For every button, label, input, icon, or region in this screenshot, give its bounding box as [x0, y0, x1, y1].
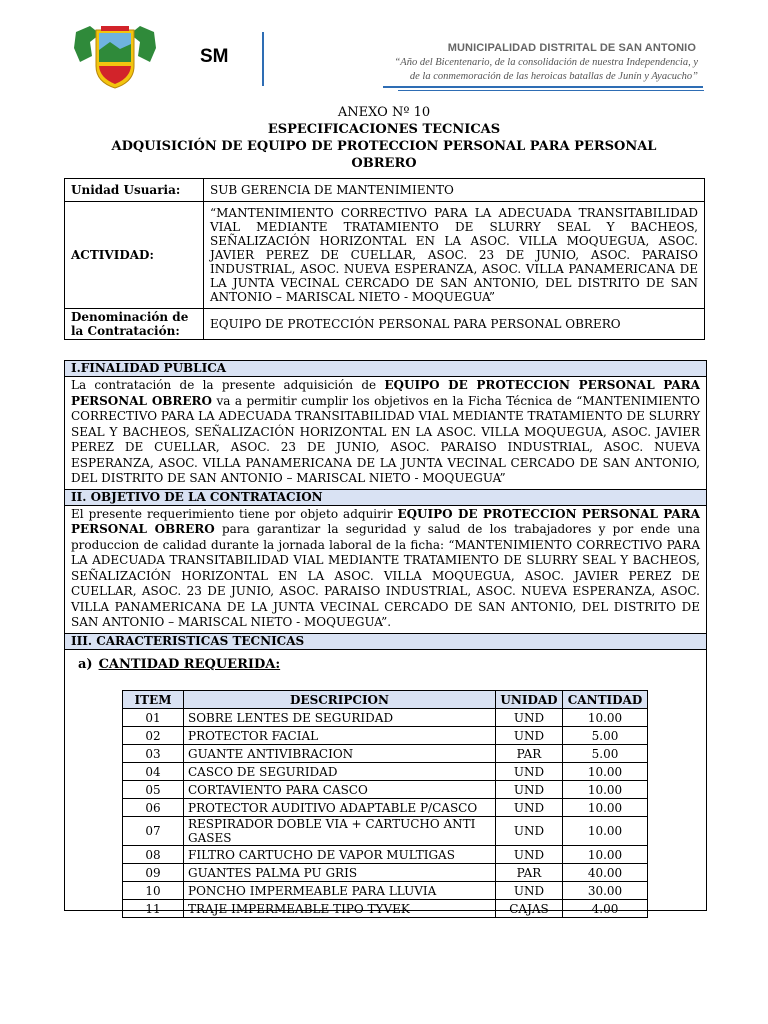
item-number: 07 [123, 817, 184, 846]
table-row [123, 864, 648, 882]
item-unit: PAR [496, 745, 563, 763]
item-description: PONCHO IMPERMEABLE PARA LLUVIA [184, 882, 496, 900]
contract-value: EQUIPO DE PROTECCIÓN PERSONAL PARA PERSONAL OBRERO [204, 309, 705, 340]
item-quantity: 10.00 [563, 709, 648, 727]
item-number: 11 [123, 900, 184, 918]
table-row [123, 882, 648, 900]
item-unit: PAR [496, 864, 563, 882]
item-unit: UND [496, 709, 563, 727]
item-unit: UND [496, 727, 563, 745]
section-1-body [65, 377, 706, 490]
contract-label: Denominación de la Contratación: [65, 309, 204, 340]
item-description: CASCO DE SEGURIDAD [184, 763, 496, 781]
header-description: DESCRIPCION [184, 691, 496, 709]
item-quantity: 30.00 [563, 882, 648, 900]
subtitle-text: CANTIDAD REQUERIDA: [98, 657, 281, 672]
header-unit: UNIDAD [496, 691, 563, 709]
item-number: 08 [123, 846, 184, 864]
page-header [0, 0, 768, 100]
section-1-text-bold: EQUIPO DE PROTECCION PERSONAL PARA PERSONAL OBRERO [71, 378, 700, 408]
item-quantity: 10.00 [563, 817, 648, 846]
item-quantity: 10.00 [563, 763, 648, 781]
table-row [123, 846, 648, 864]
item-unit: UND [496, 882, 563, 900]
item-quantity: 40.00 [563, 864, 648, 882]
header-rule-thin [398, 90, 704, 91]
item-unit: UND [496, 763, 563, 781]
section-3-heading: III. CARACTERISTICAS TECNICAS [65, 634, 706, 650]
header-divider [262, 32, 264, 86]
info-row-user-unit [65, 179, 705, 202]
item-number: 05 [123, 781, 184, 799]
year-motto-line-1: “Año del Bicentenario, de la consolidación de nuestra Independencia, y [394, 57, 698, 68]
item-description: PROTECTOR AUDITIVO ADAPTABLE P/CASCO [184, 799, 496, 817]
item-quantity: 10.00 [563, 781, 648, 799]
info-table [64, 178, 705, 340]
item-quantity: 5.00 [563, 745, 648, 763]
section-1-text-a: La contratación de la presente adquisición de [71, 378, 385, 392]
table-row [123, 745, 648, 763]
item-number: 01 [123, 709, 184, 727]
section-2-heading: II. OBJETIVO DE LA CONTRATACION [65, 490, 706, 506]
table-row [123, 727, 648, 745]
items-table [122, 690, 648, 918]
item-quantity: 10.00 [563, 799, 648, 817]
header-item: ITEM [123, 691, 184, 709]
logo-text: SM [200, 46, 229, 67]
item-number: 06 [123, 799, 184, 817]
item-quantity: 10.00 [563, 846, 648, 864]
municipality-name: MUNICIPALIDAD DISTRITAL DE SAN ANTONIO [447, 42, 696, 54]
user-unit-value: SUB GERENCIA DE MANTENIMIENTO [204, 179, 705, 202]
table-row [123, 709, 648, 727]
item-unit: CAJAS [496, 900, 563, 918]
table-row [123, 817, 648, 846]
item-unit: UND [496, 781, 563, 799]
doc-title: ESPECIFICACIONES TECNICAS [267, 122, 501, 137]
items-header-row [123, 691, 648, 709]
item-number: 03 [123, 745, 184, 763]
header-quantity: CANTIDAD [563, 691, 648, 709]
activity-value: “MANTENIMIENTO CORRECTIVO PARA LA ADECUADA TRANSITABILIDAD VIAL MEDIANTE TRATAMIENTO DE SLURRY SEAL Y BACHEOS, SEÑALIZACIÓN HORIZONTAL EN LA ASOC. VILLA MOQUEGUA, ASOC. JAVIER PEREZ DE CUELLAR, ASOC. 23 DE JUNIO, ASOC. PARAISO INDUSTRIAL, ASOC. NUEVA ESPERANZA, ASOC. VILLA PANAMERICANA DE LA JUNTA VECINAL CERCADO DE SAN ANTONIO, DEL DISTRITO DE SAN ANTONIO – MARISCAL NIETO - MOQUEGUA” [204, 202, 705, 309]
item-description: GUANTES PALMA PU GRIS [184, 864, 496, 882]
section-2-text-b: para garantizar la seguridad y salud de los trabajadores y por ende una produccion de calidad durante la jornada laboral de la ficha: “MANTENIMIENTO CORRECTIVO PARA LA ADECUADA TRANSITABILIDAD VIAL MEDIANTE TRATAMIENTO DE SLURRY SEAL Y BACHEOS, SEÑALIZACIÓN HORIZONTAL EN LA ASOC. VILLA MOQUEGUA, ASOC. JAVIER PEREZ DE CUELLAR, ASOC. 23 DE JUNIO, ASOC. PARAISO INDUSTRIAL, ASOC. NUEVA ESPERANZA, ASOC. VILLA PANAMERICANA DE LA JUNTA VECINAL CERCADO DE SAN ANTONIO, DEL DISTRITO DE SAN ANTONIO – MARISCAL NIETO - MOQUEGUA”. [71, 522, 701, 629]
user-unit-label: Unidad Usuaria: [65, 179, 204, 202]
doc-subtitle: ADQUISICIÓN DE EQUIPO DE PROTECCION PERSONAL PARA PERSONAL [111, 139, 657, 154]
municipal-crest-logo [70, 22, 160, 90]
item-number: 02 [123, 727, 184, 745]
item-quantity: 5.00 [563, 727, 648, 745]
annex-title: ANEXO Nº 10 [337, 105, 431, 120]
header-rule [383, 86, 703, 88]
year-motto-line-2: de la conmemoración de las heroicas batallas de Junín y Ayacucho” [409, 71, 698, 82]
item-number: 09 [123, 864, 184, 882]
section-2-text-a: El presente requerimiento tiene por objeto adquirir [71, 506, 398, 521]
info-row-contract [65, 309, 705, 340]
item-number: 10 [123, 882, 184, 900]
table-row [123, 900, 648, 918]
section-2-text-bold: EQUIPO DE PROTECCION PERSONAL PARA PERSONAL OBRERO [71, 506, 700, 536]
item-description: PROTECTOR FACIAL [184, 727, 496, 745]
item-description: SOBRE LENTES DE SEGURIDAD [184, 709, 496, 727]
table-row [123, 763, 648, 781]
info-row-activity [65, 202, 705, 309]
item-description: GUANTE ANTIVIBRACION [184, 745, 496, 763]
item-quantity: 4.00 [563, 900, 648, 918]
item-description: CORTAVIENTO PARA CASCO [184, 781, 496, 799]
item-description: FILTRO CARTUCHO DE VAPOR MULTIGAS [184, 846, 496, 864]
item-unit: UND [496, 846, 563, 864]
quantity-subtitle [78, 657, 280, 672]
item-description: RESPIRADOR DOBLE VIA + CARTUCHO ANTI GASES [184, 817, 496, 846]
item-unit: UND [496, 799, 563, 817]
table-row [123, 799, 648, 817]
table-row [123, 781, 648, 799]
section-2-body [65, 506, 706, 634]
item-description: TRAJE IMPERMEABLE TIPO TYVEK [184, 900, 496, 918]
doc-subtitle-cont: OBRERO [351, 156, 417, 171]
item-number: 04 [123, 763, 184, 781]
section-1-heading: I.FINALIDAD PUBLICA [65, 361, 706, 377]
activity-label: ACTIVIDAD: [65, 202, 204, 309]
subtitle-marker: a) [78, 657, 93, 672]
item-unit: UND [496, 817, 563, 846]
section-1-text-b: va a permitir cumplir los objetivos en la Ficha Técnica de “MANTENIMIENTO CORRECTIVO PARA LA ADECUADA TRANSITABILIDAD VIAL MEDIANTE TRATAMIENTO DE SLURRY SEAL Y BACHEOS, SEÑALIZACIÓN HORIZONTAL EN LA ASOC. VILLA MOQUEGUA, ASOC. JAVIER PEREZ DE CUELLAR, ASOC. 23 DE JUNIO, ASOC. PARAISO INDUSTRIAL, ASOC. NUEVA ESPERANZA, ASOC. VILLA PANAMERICANA DE LA JUNTA VECINAL CERCADO DE SAN ANTONIO, DEL DISTRITO DE SAN ANTONIO – MARISCAL NIETO - MOQUEGUA” [71, 393, 701, 485]
